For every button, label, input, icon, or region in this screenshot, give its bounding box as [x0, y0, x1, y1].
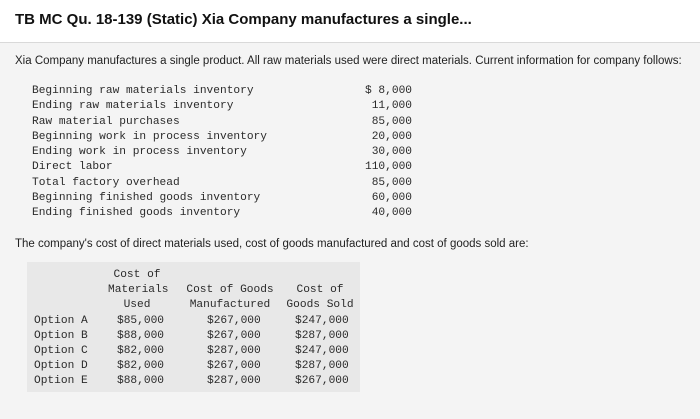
data-row [32, 116, 412, 131]
option-materials: $82,000 [117, 360, 164, 372]
data-row [32, 131, 412, 146]
header-line: Cost of [113, 269, 161, 281]
header-line: Manufactured [189, 299, 271, 311]
option-materials: $85,000 [117, 315, 164, 327]
header-line: Goods Sold [286, 299, 354, 311]
data-row [32, 177, 412, 192]
data-value: 85,000 [371, 176, 412, 189]
data-label: Beginning work in process inventory [32, 130, 267, 143]
data-value: 11,000 [371, 100, 412, 113]
data-row [32, 161, 412, 176]
option-row[interactable] [27, 330, 360, 345]
option-manufactured: $287,000 [207, 375, 261, 387]
data-label: Beginning finished goods inventory [32, 192, 261, 205]
answer-options-table [27, 262, 360, 392]
data-value: 20,000 [371, 130, 412, 143]
company-data-list [32, 85, 412, 223]
data-label: Beginning raw materials inventory [32, 85, 254, 97]
question-title: TB MC Qu. 18-139 (Static) Xia Company manufactures a single... [15, 11, 472, 28]
option-label: Option D [34, 360, 88, 372]
data-row [32, 192, 412, 207]
data-row [32, 146, 412, 161]
option-row[interactable] [27, 315, 360, 330]
option-row[interactable] [27, 360, 360, 375]
problem-intro: Xia Company manufactures a single product. All raw materials used were direct materials. Current information for company follows: [15, 55, 682, 67]
data-label: Ending raw materials inventory [32, 100, 234, 113]
option-materials: $88,000 [117, 375, 164, 387]
data-value: 40,000 [371, 207, 412, 220]
option-sold: $247,000 [295, 315, 349, 327]
option-label: Option B [34, 330, 88, 342]
option-materials: $82,000 [117, 345, 164, 357]
option-label: Option E [34, 375, 88, 387]
data-label: Direct labor [32, 161, 113, 174]
data-label: Raw material purchases [32, 115, 180, 128]
option-sold: $267,000 [295, 375, 349, 387]
header-line: Used [123, 299, 151, 311]
option-row[interactable] [27, 375, 360, 390]
data-row [32, 85, 412, 100]
data-value: 110,000 [365, 161, 412, 174]
data-row [32, 100, 412, 115]
title-bar [0, 0, 700, 43]
option-manufactured: $267,000 [207, 360, 261, 372]
data-label: Ending finished goods inventory [32, 207, 241, 220]
option-label: Option C [34, 345, 88, 357]
header-materials-used [108, 268, 169, 313]
data-value: 85,000 [371, 115, 412, 128]
header-goods-sold [285, 283, 355, 313]
option-row[interactable] [27, 345, 360, 360]
header-line: Materials [108, 284, 169, 296]
option-sold: $287,000 [295, 330, 349, 342]
option-materials: $88,000 [117, 330, 164, 342]
header-goods-manufactured [185, 283, 275, 313]
option-label: Option A [34, 315, 88, 327]
data-value: $ 8,000 [365, 85, 412, 97]
question-text: The company's cost of direct materials used, cost of goods manufactured and cost of goods sold are: [15, 238, 529, 250]
option-sold: $247,000 [295, 345, 349, 357]
header-line: Cost of Goods [186, 284, 274, 296]
header-line: Cost of [296, 284, 344, 296]
data-label: Ending work in process inventory [32, 146, 247, 159]
data-row [32, 207, 412, 222]
option-manufactured: $267,000 [207, 330, 261, 342]
data-value: 60,000 [371, 192, 412, 205]
data-label: Total factory overhead [32, 176, 180, 189]
data-value: 30,000 [371, 146, 412, 159]
option-manufactured: $267,000 [207, 315, 261, 327]
option-manufactured: $287,000 [207, 345, 261, 357]
option-sold: $287,000 [295, 360, 349, 372]
